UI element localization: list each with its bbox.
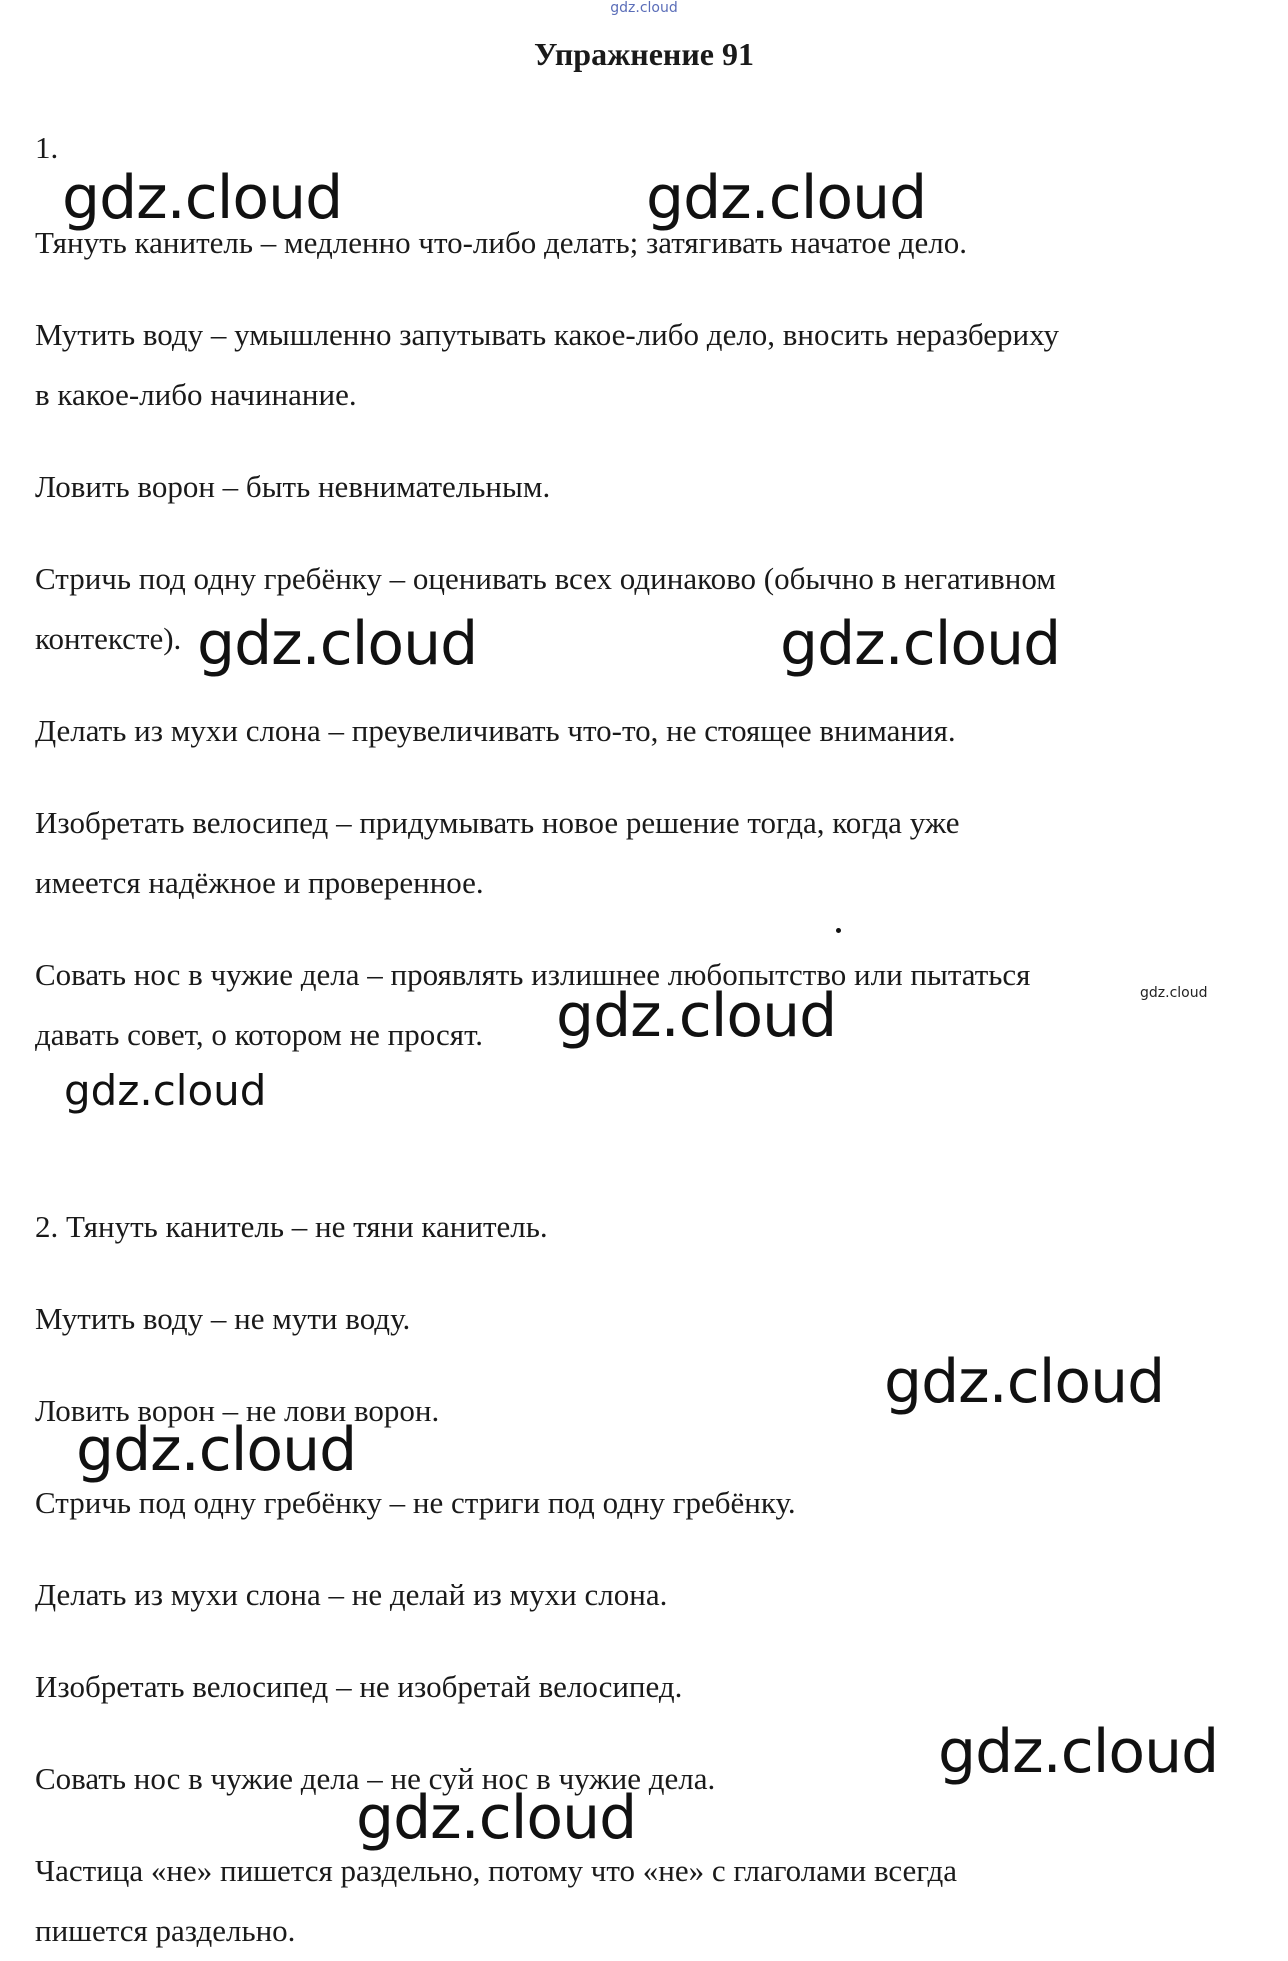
part1-line: в какое-либо начинание.	[35, 377, 357, 412]
part2-line: пишется раздельно.	[35, 1913, 296, 1948]
part1-line: контексте).	[35, 621, 182, 656]
part1-line: давать совет, о котором не просят.	[35, 1017, 484, 1052]
part2-line: Делать из мухи слона – не делай из мухи слона.	[35, 1577, 668, 1612]
watermark: gdz.cloud	[64, 1066, 267, 1115]
part1-line: Тянуть канитель – медленно что-либо делать; затягивать начатое дело.	[35, 225, 967, 260]
part2-line: Мутить воду – не мути воду.	[35, 1301, 411, 1336]
watermark: gdz.cloud	[884, 1347, 1165, 1417]
part2-line: Стричь под одну гребёнку – не стриги под одну гребёнку.	[35, 1485, 796, 1520]
watermark: gdz.cloud	[1140, 985, 1208, 1001]
part2-line: Частица «не» пишется раздельно, потому что «не» с глаголами всегда	[35, 1853, 958, 1888]
watermark: gdz.cloud	[197, 609, 478, 679]
page-title: Упражнение 91	[533, 36, 754, 72]
part2-line: 2. Тянуть канитель – не тяни канитель.	[35, 1209, 548, 1244]
part1-line: Ловить ворон – быть невнимательным.	[35, 469, 551, 504]
part1-number: 1.	[35, 130, 59, 165]
watermark: gdz.cloud	[556, 981, 837, 1051]
part1-line: Изобретать велосипед – придумывать новое решение тогда, когда уже	[35, 805, 960, 840]
part1-line: имеется надёжное и проверенное.	[35, 865, 484, 900]
part1-line: Совать нос в чужие дела – проявлять излишнее любопытство или пытаться	[35, 957, 1031, 992]
part2-line: Совать нос в чужие дела – не суй нос в чужие дела.	[35, 1761, 716, 1796]
part2-line: Ловить ворон – не лови ворон.	[35, 1393, 440, 1428]
watermark: gdz.cloud	[780, 609, 1061, 679]
watermark: gdz.cloud	[356, 1783, 637, 1853]
stray-dot	[836, 928, 841, 933]
part1-line: Стричь под одну гребёнку – оценивать всех одинаково (обычно в негативном	[35, 561, 1056, 596]
header-watermark: gdz.cloud	[610, 0, 678, 16]
watermark: gdz.cloud	[938, 1717, 1219, 1787]
watermark: gdz.cloud	[76, 1415, 357, 1485]
watermark: gdz.cloud	[62, 163, 343, 233]
part2-line: Изобретать велосипед – не изобретай велосипед.	[35, 1669, 683, 1704]
part1-line: Делать из мухи слона – преувеличивать что-то, не стоящее внимания.	[35, 713, 956, 748]
watermark: gdz.cloud	[646, 163, 927, 233]
part1-line: Мутить воду – умышленно запутывать какое-либо дело, вносить неразбериху	[35, 317, 1059, 352]
